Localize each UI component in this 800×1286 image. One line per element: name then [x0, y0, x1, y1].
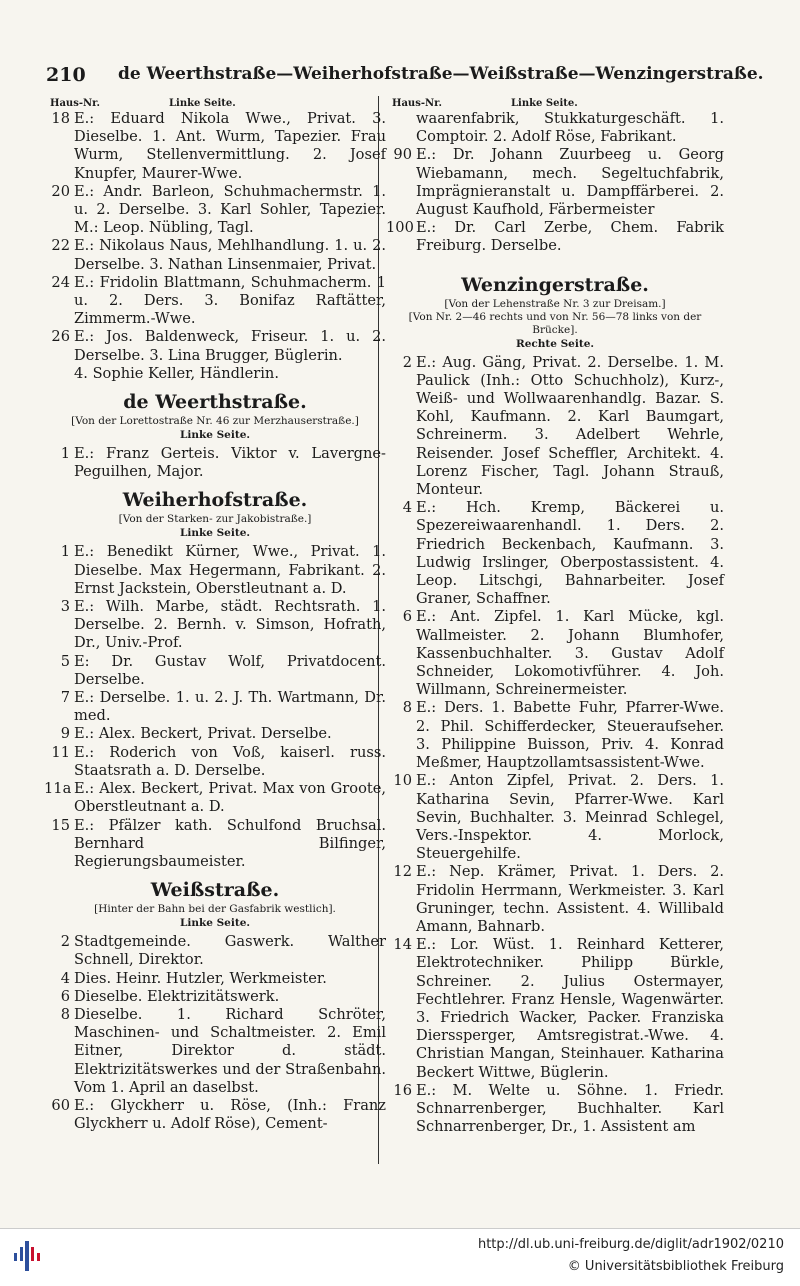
entry-text: 4. Sophie Keller, Händlerin. [74, 364, 279, 382]
entry-text: E.: Aug. Gäng, Privat. 2. Derselbe. 1. M. Paulick (Inh.: Otto Schuchholz), Kurz-, Weiß- und Wollwaarenhandlg. Bazar. S. Kohl, Kaufmann. 2. Karl Baumgart, Schreinerm. 3. Adelbert Wehrle, Reisender. Josef Scheffler, Architekt. 4. Lorenz Fischer, Tagl. Johann Strauß, Monteur. [416, 353, 724, 499]
directory-entry [44, 445, 386, 481]
entry-text: E.: Andr. Barleon, Schuhmachermstr. 1. u. 2. Derselbe. 3. Karl Sohler, Tapezier. M.: Leop. Nübling, Tagl. [74, 182, 386, 237]
viewer-footer [0, 1228, 800, 1286]
street-subtitle: [Von Nr. 2—46 rechts und von Nr. 56—78 links von der Brücke]. [408, 310, 702, 336]
street-title: Weiherhofstraße. [122, 489, 308, 512]
entry-text: E.: Pfälzer kath. Schulfond Bruchsal. Bernhard Bilfinger, Regierungsbaumeister. [74, 816, 386, 870]
directory-entry [386, 146, 724, 219]
directory-entry [44, 543, 386, 598]
directory-entry [44, 1006, 386, 1097]
entry-text: Stadtgemeinde. Gaswerk. Walther Schnell, Direktor. [74, 933, 386, 969]
side-label: Linke Seite. [179, 429, 251, 442]
page-header [46, 60, 764, 92]
house-number: 10 [393, 772, 412, 790]
column-head [44, 94, 386, 110]
house-number: 15 [51, 816, 70, 834]
entry-list [44, 110, 386, 383]
directory-entry [44, 237, 386, 273]
directory-entry [386, 936, 724, 1082]
street-title: Weißstraße. [150, 879, 280, 902]
entry-list [386, 354, 724, 1137]
entry-text: E.: Jos. Baldenweck, Friseur. 1. u. 2. Derselbe. 3. Lina Brugger, Büglerin. [74, 328, 386, 364]
house-number: 90 [393, 146, 412, 164]
directory-entry [386, 219, 724, 255]
directory-entry [44, 988, 386, 1006]
entry-list [44, 933, 386, 1133]
house-number: 1 [60, 445, 70, 463]
entry-text: E.: Franz Gerteis. Viktor v. Lavergne-Peguilhen, Major. [74, 445, 386, 481]
directory-entry [386, 699, 724, 772]
entry-text: E.: Dr. Johann Zuurbeeg u. Georg Wiebamann, mech. Segeltuchfabrik, Imprägnieranstalt u. Dampffärberei. 2. August Kaufhold, Färbermeister [416, 146, 724, 219]
directory-entry [386, 863, 724, 936]
side-label: Linke Seite. [511, 98, 578, 109]
entry-text: E.: Ant. Zipfel. 1. Karl Mücke, kgl. Wallmeister. 2. Johann Blumhofer, Kassenbuchhalter. 3. Gustav Adolf Schneider, Lokomotivführer. 4. Joh. Willmann, Schreinermeister. [416, 608, 724, 699]
directory-entry [44, 110, 386, 183]
entry-text: E.: Nikolaus Naus, Mehlhandlung. 1. u. 2. Derselbe. 3. Nathan Linsenmaier, Privat. [74, 237, 386, 273]
directory-entry [44, 970, 386, 988]
directory-entry [44, 817, 386, 872]
street-subtitle: [Hinter der Bahn bei der Gasfabrik westlich]. [94, 903, 336, 916]
running-head: de Weerthstraße—Weiherhofstraße—Weißstraße—Wenzingerstraße. [118, 64, 764, 84]
entry-text: E.: Alex. Beckert, Privat. Derselbe. [74, 725, 332, 743]
entry-text: E.: Eduard Nikola Wwe., Privat. 3. Dieselbe. 1. Ant. Wurm, Tapezier. Frau Wurm, Stellenvermittlung. 2. Josef Knupfer, Maurer-Wwe. [74, 110, 386, 182]
street-subtitle: [Von der Starken- zur Jakobistraße.] [118, 513, 312, 526]
house-number: 9 [60, 725, 70, 743]
entry-text: E.: Lor. Wüst. 1. Reinhard Ketterer, Elektrotechniker. Philipp Bürkle, Schreiner. 2. Julius Ostermayer, Fechtlehrer. Franz Hensle, Wagenwärter. 3. Friedrich Wacker, Packer. Franziska Dierssperger, Amtsregistrat.-Wwe. 4. Christian Mangan, Steinhauer. Katharina Beckert Wittwe, Büglerin. [416, 936, 724, 1081]
entry-text: E.: Ders. 1. Babette Fuhr, Pfarrer-Wwe. 2. Phil. Schifferdecker, Steueraufseher. 3. Philippine Buisson, Priv. 4. Konrad Meßmer, Hauptzollamtsassistent-Wwe. [416, 699, 724, 772]
entry-text: Dieselbe. 1. Richard Schröter, Maschinen- und Schaltmeister. 2. Emil Eitner, Direktor d. städt. Elektrizitätswerkes und der Straßenbahn. Vom 1. April an daselbst. [74, 1005, 386, 1096]
house-number: 4 [402, 499, 412, 517]
house-number: 3 [60, 598, 70, 616]
house-number: 20 [51, 182, 70, 200]
house-number: 60 [51, 1096, 70, 1114]
directory-entry [44, 598, 386, 653]
side-label: Rechte Seite. [515, 337, 595, 350]
house-number: 11a [44, 780, 72, 798]
entry-text: E.: Derselbe. 1. u. 2. J. Th. Wartmann, Dr. med. [74, 689, 386, 725]
directory-entry [44, 780, 386, 816]
entry-text: E: Dr. Gustav Wolf, Privatdocent. Derselbe. [74, 652, 386, 688]
house-number: 12 [393, 863, 412, 881]
entry-text: E.: Glyckherr u. Röse, (Inh.: Franz Glyckherr u. Adolf Röse), Cement- [74, 1096, 386, 1133]
directory-entry [386, 772, 724, 863]
house-number: 22 [51, 237, 70, 255]
house-number: 100 [386, 219, 414, 237]
house-number: 2 [402, 353, 412, 371]
house-number: 26 [51, 328, 70, 346]
directory-entry [44, 689, 386, 725]
house-number: 7 [60, 689, 70, 707]
entry-text: Dieselbe. Elektrizitätswerk. [74, 987, 280, 1005]
directory-entry [386, 499, 724, 608]
entry-list [44, 543, 386, 871]
directory-entry [44, 274, 386, 329]
directory-entry [44, 1097, 386, 1133]
side-label: Linke Seite. [179, 527, 251, 540]
house-number: 5 [60, 652, 70, 670]
entry-list [386, 110, 724, 256]
directory-entry [386, 608, 724, 699]
house-number: 8 [402, 699, 412, 717]
entry-text: E.: Dr. Carl Zerbe, Chem. Fabrik Freiburg. Derselbe. [416, 219, 724, 255]
page-number: 210 [46, 64, 86, 86]
entry-text: Dies. Heinr. Hutzler, Werkmeister. [74, 969, 327, 987]
directory-entry [44, 183, 386, 238]
directory-entry [44, 725, 386, 743]
house-number: 1 [60, 543, 70, 561]
house-number: 6 [60, 987, 70, 1005]
directory-entry [44, 744, 386, 780]
house-number: 14 [393, 936, 412, 954]
column-head [386, 94, 724, 110]
entry-text: E.: Alex. Beckert, Privat. Max von Groote, Oberstleutnant a. D. [74, 780, 386, 816]
entry-text: E.: Hch. Kremp, Bäckerei u. Spezereiwaarenhandl. 1. Ders. 2. Friedrich Beckenbach, Kaufmann. 3. Ludwig Irslinger, Oberpostassistent. 4. Leop. Litschgi, Bahnarbeiter. Josef Graner, Schaffner. [416, 499, 724, 608]
directory-entry [44, 653, 386, 689]
entry-list [44, 445, 386, 481]
directory-entry [386, 1082, 724, 1137]
house-number: 16 [393, 1081, 412, 1099]
entry-text: E.: Wilh. Marbe, städt. Rechtsrath. 1. Derselbe. 2. Bernh. v. Simson, Hofrath, Dr., Univ.-Prof. [74, 598, 386, 652]
copyright-notice: © Universitätsbibliothek Freiburg [567, 1259, 784, 1274]
right-column [386, 94, 724, 1136]
street-subtitle: [Von der Lehenstraße Nr. 3 zur Dreisam.] [444, 297, 666, 310]
directory-entry [44, 328, 386, 364]
house-number: 6 [402, 608, 412, 626]
street-title: de Weerthstraße. [123, 391, 307, 414]
directory-entry [386, 354, 724, 500]
street-title: Wenzingerstraße. [461, 273, 649, 296]
house-number: 2 [60, 933, 70, 951]
entry-text: waarenfabrik, Stukkaturgeschäft. 1. Comptoir. 2. Adolf Röse, Fabrikant. [416, 110, 724, 146]
house-number: 11 [51, 743, 70, 761]
directory-entry [386, 110, 724, 146]
entry-text: E.: M. Welte u. Söhne. 1. Friedr. Schnarrenberger, Buchhalter. Karl Schnarrenberger, Dr., 1. Assistent am [416, 1081, 724, 1136]
house-number-label: Haus-Nr. [50, 98, 100, 109]
directory-entry [44, 365, 386, 383]
directory-entry [44, 933, 386, 969]
entry-text: E.: Fridolin Blattmann, Schuhmacherm. 1 u. 2. Ders. 3. Bonifaz Raftätter, Zimmerm.-Wwe. [74, 273, 386, 328]
house-number: 18 [51, 110, 70, 127]
house-number: 4 [60, 969, 70, 987]
entry-text: E.: Anton Zipfel, Privat. 2. Ders. 1. Katharina Sevin, Pfarrer-Wwe. Karl Sevin, Buchhalter. 3. Meinrad Schlegel, Vers.-Inspektor. 4. Morlock, Steuergehilfe. [416, 772, 724, 863]
side-label: Linke Seite. [179, 917, 251, 930]
street-subtitle: [Von der Lorettostraße Nr. 46 zur Merzhauserstraße.] [71, 415, 359, 428]
left-column [44, 94, 386, 1133]
entry-text: E.: Nep. Krämer, Privat. 1. Ders. 2. Fridolin Herrmann, Werkmeister. 3. Karl Gruninger, techn. Assistent. 4. Willibald Amann, Bahnarb. [416, 863, 724, 935]
entry-text: E.: Roderich von Voß, kaiserl. russ. Staatsrath a. D. Derselbe. [74, 743, 386, 779]
source-url-link[interactable]: http://dl.ub.uni-freiburg.de/diglit/adr1902/0210 [477, 1237, 784, 1252]
ub-freiburg-logo-icon [14, 1239, 40, 1273]
side-label: Linke Seite. [169, 98, 236, 109]
house-number: 8 [60, 1005, 70, 1023]
entry-text: E.: Benedikt Kürner, Wwe., Privat. 1. Dieselbe. Max Hegermann, Fabrikant. 2. Ernst Jackstein, Oberstleutnant a. D. [74, 543, 386, 597]
house-number: 24 [51, 273, 70, 291]
house-number-label: Haus-Nr. [392, 98, 442, 109]
